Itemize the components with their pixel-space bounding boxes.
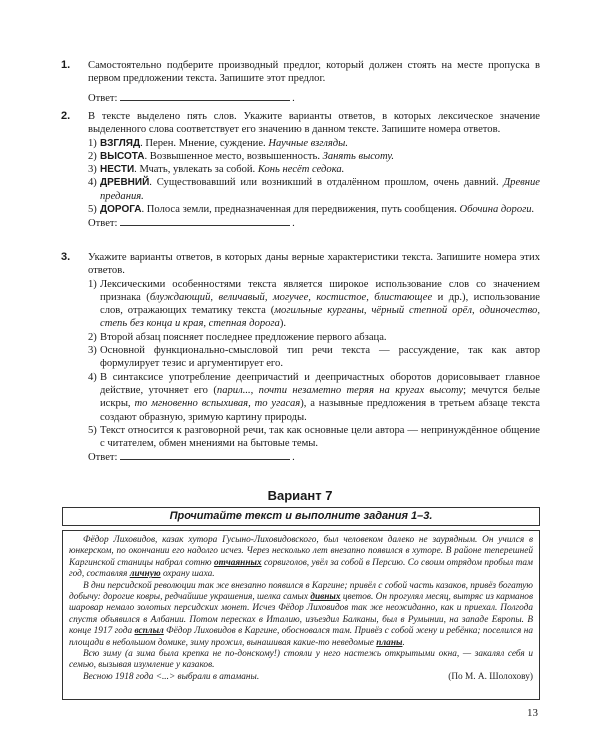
option-example: парил..., почти незаметно теряя на кругах высоту [216, 384, 464, 396]
option-number: 2) [88, 150, 97, 162]
page-number: 13 [527, 707, 538, 719]
answer-line[interactable] [120, 91, 290, 101]
answer-label: Ответ: [88, 218, 118, 230]
source-attribution: (По М. А. Шолохову) [448, 671, 533, 682]
highlighted-word: всплыл [134, 626, 164, 637]
option-number: 5) [88, 204, 97, 216]
highlighted-word: дивных [310, 592, 341, 603]
highlighted-word: личную [129, 569, 161, 580]
option-example: блуждающий, величавый, могучее, костистое, блистающее [149, 291, 433, 303]
question-3 [61, 251, 540, 465]
option-example: Научные взгляды. [268, 137, 348, 149]
option-example: Занять высоту. [322, 150, 395, 162]
option-example: то мгновенно вспыхивая, то угасая [134, 398, 301, 410]
option-word: ВЫСОТА [100, 150, 145, 162]
option-4 [88, 176, 540, 203]
question-number: 1. [61, 59, 71, 71]
answer-row: Ответ: . [88, 92, 295, 104]
option-5 [88, 424, 540, 451]
option-word: ВЗГЛЯД [100, 137, 141, 149]
option-word: ДРЕВНИЙ [100, 177, 150, 189]
question-text: Самостоятельно подберите производный предлог, который должен стоять на месте пропуска в первом предложении текста. Запишите этот предлог. [88, 60, 540, 85]
paragraph-1 [69, 535, 533, 581]
text-run: охрану шаха. [160, 569, 215, 580]
answer-line[interactable] [120, 450, 290, 460]
option-text: ). [279, 318, 287, 330]
reading-text-box [62, 530, 540, 700]
question-number: 2. [61, 110, 71, 122]
option-2 [88, 150, 540, 163]
option-5 [88, 203, 540, 216]
option-number: 2) [88, 331, 97, 343]
question-text: В тексте выделено пять слов. Укажите варианты ответов, в которых лексическое значение выделенного слова соответствует его значению в данном тексте. Запишите номера ответов. [88, 111, 540, 136]
option-3 [88, 163, 540, 176]
option-number: 4) [88, 371, 97, 383]
text-run: Весною 1918 года <...> выбрали в атаманы. [83, 671, 260, 682]
paragraph-2 [69, 581, 533, 649]
option-example: Конь несёт седока. [257, 164, 345, 176]
option-word: НЕСТИ [100, 164, 135, 176]
option-text: ; мечутся белые искры, [100, 384, 541, 410]
option-number: 1) [88, 137, 97, 149]
answer-label: Ответ: [88, 92, 118, 104]
question-1 [61, 59, 540, 105]
option-number: 3) [88, 345, 97, 357]
option-definition: . Возвышенное место, возвышенность. [144, 150, 323, 162]
answer-label: Ответ: [88, 452, 118, 464]
question-text: Укажите варианты ответов, в которых даны верные характеристики текста. Запишите номера этих ответов. [88, 252, 540, 277]
option-1 [88, 278, 540, 331]
option-text: ), а назывные предложения в третьем абзаце текста создают образную, зримую картину природы. [100, 398, 540, 423]
reading-text [69, 535, 533, 683]
option-2 [88, 331, 540, 344]
option-1 [88, 137, 540, 150]
option-definition: . Существовавший или возникший в отдалённом прошлом, очень давний. [149, 177, 504, 189]
text-run: Фёдор Лиховидов, казак хутора Гусыно-Лиховидовского, был человеком далеко не заурядным. Он учился в юнкерском, по окончании его надолго исчез. Через несколько лет внезапно появился в хуторе. В районе теперешней Каргинской станицы набрал сотню [69, 535, 533, 568]
question-2 [61, 110, 540, 231]
option-example: Обочина дороги. [459, 204, 535, 216]
option-word: ДОРОГА [100, 204, 142, 216]
option-3 [88, 344, 540, 371]
option-example: могильные курганы, чёрный степной орёл, одиночество, степь без конца и края, степная дорога [100, 305, 540, 330]
text-run: В дни персидской революции так же внезапно появился в Каргине; привёл с собой часть казаков, привёз богатую добычу: дорогие ковры, редчайшие украшения, шелка самых [69, 580, 533, 603]
option-definition: . Полоса земли, предназначенная для передвижения, путь сообщения. [141, 204, 460, 216]
task-instruction: Прочитайте текст и выполните задания 1–3. [62, 507, 540, 526]
option-text: Второй абзац поясняет последнее предложение первого абзаца. [100, 331, 387, 343]
answer-row: Ответ: . [88, 452, 295, 464]
option-text: В синтаксисе употребление деепричастий и деепричастных оборотов дорисовывает главное действие, уточняет его ( [100, 371, 540, 396]
option-4 [88, 371, 540, 424]
option-text: и др.), использование слов, отражающих тематику текста ( [100, 291, 540, 317]
answer-row: Ответ: . [88, 218, 295, 230]
option-text: Основной функционально-смысловой тип речи текста — рассуждение, так как автор формулирует тезис и аргументирует его. [100, 345, 540, 370]
highlighted-word: планы [376, 637, 403, 648]
option-text: Текст относится к разговорной речи, так как основные цели автора — непринуждённое общение с читателем, обмен мнениями на бытовые темы. [100, 424, 540, 450]
question-number: 3. [61, 251, 71, 263]
paragraph-3: Всю зиму (а зима была крепка не по-донскому!) стояли у него настежь открытыми окна, — закалял себя и семью, вызывая изумление у казаков. [69, 649, 533, 671]
option-example: Древние предания. [100, 177, 540, 202]
paragraph-4 [69, 672, 533, 683]
text-run: . [402, 637, 405, 648]
text-run: цветов. Он прогулял месяц, вытряс из карманов шаровар немало золотых персидских монет. Исчез Фёдор Лиховидов так же неожиданно, как и приехал. Полгода спустя объявился в Албании. Потом пересках в Италию, изъездил Балканы, был в Румынии, на западе Европы. В конце 1917 года [69, 592, 533, 637]
option-number: 1) [88, 278, 97, 290]
variant-title: Вариант 7 [267, 488, 333, 503]
text-run: Фёдор Лиховидов в Каргине, обосновался там. Привёз с собой жену и ребёнка; поселился на площади в небольшом домике, зиму прожил, вынашивая какие-то неведомые [69, 626, 533, 648]
option-number: 5) [88, 424, 97, 436]
option-definition: . Перен. Мнение, суждение. [140, 137, 269, 149]
option-number: 4) [88, 177, 97, 189]
option-number: 3) [88, 164, 97, 176]
text-run: сорвиголов, увёл за собой в Персию. Со своим отрядом пробыл там год, составляя [69, 557, 533, 580]
highlighted-word: отчаянных [213, 557, 262, 568]
option-text: Лексическими особенностями текста является широкое использование слов со значением признака ( [100, 278, 540, 303]
option-definition: . Мчать, увлекать за собой. [134, 164, 258, 176]
answer-line[interactable] [120, 216, 290, 226]
